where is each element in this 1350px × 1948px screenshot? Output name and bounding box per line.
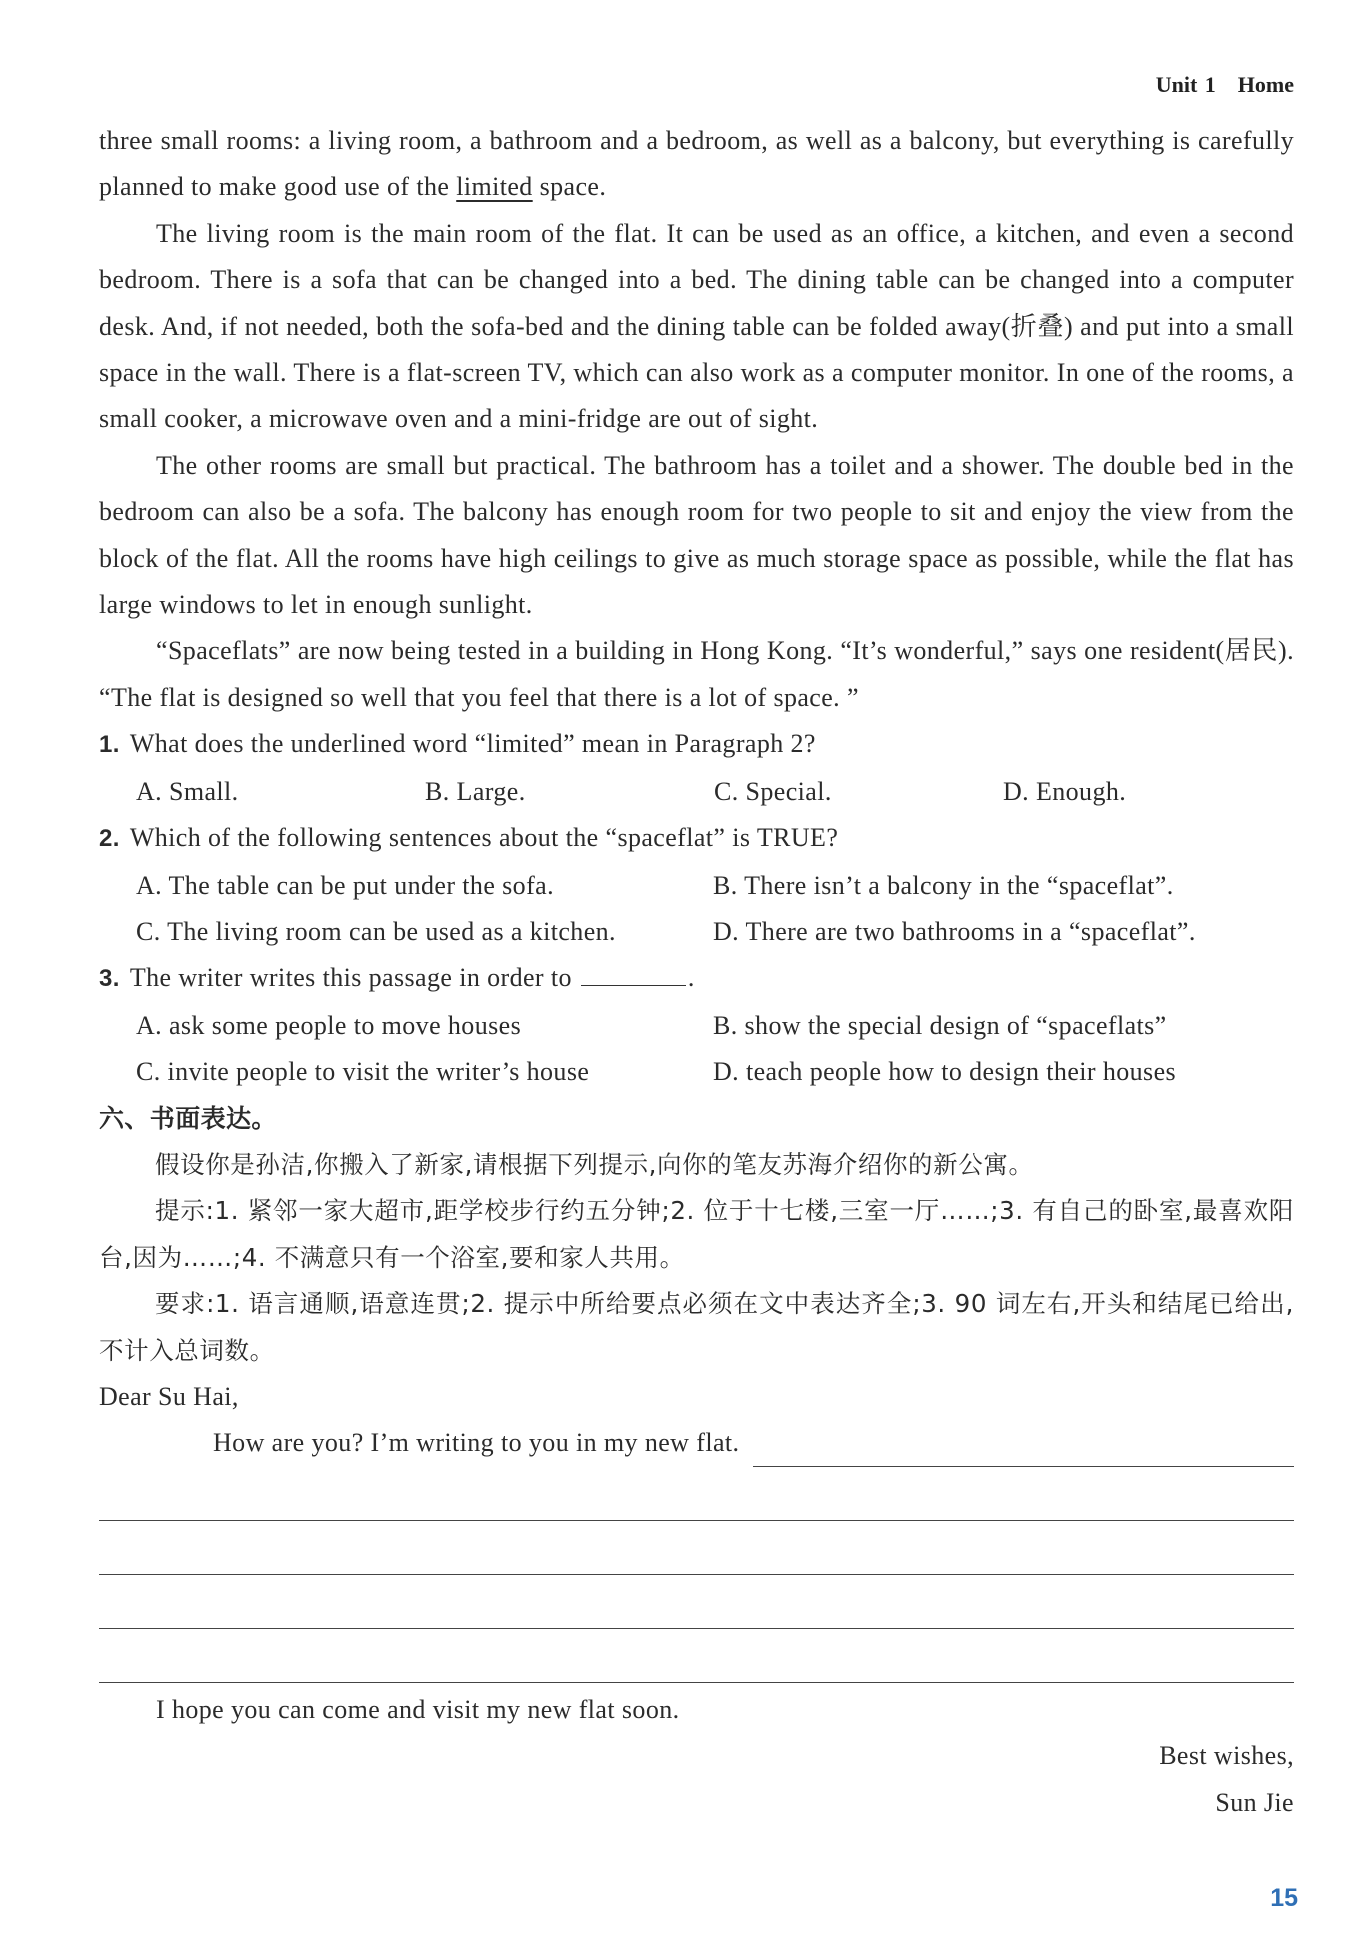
writing-requirements: 要求:1. 语言通顺,语意连贯;2. 提示中所给要点必须在文中表达齐全;3. 90 词左右,开头和结尾已给出,不计入总词数。	[99, 1289, 1294, 1365]
unit-topic: Home	[1237, 72, 1294, 97]
writing-blank-line[interactable]	[99, 1575, 1294, 1629]
option-b[interactable]: B. Large.	[425, 776, 526, 806]
running-header	[1156, 72, 1294, 98]
letter-greeting: Dear Su Hai,	[99, 1381, 239, 1411]
unit-label: Unit 1	[1155, 72, 1216, 97]
option-b[interactable]: B. show the special design of “spaceflats”	[713, 1010, 1167, 1040]
passage-paragraph-1: three small rooms: a living room, a bathroom and a bedroom, as well as a balcony, but everything is carefully planned to make good use of the limited space.	[99, 126, 1294, 202]
letter-signature: Sun Jie	[1215, 1787, 1294, 1817]
writing-hints: 提示:1. 紧邻一家大超市,距学校步行约五分钟;2. 位于十七楼,三室一厅……;3. 有自己的卧室,最喜欢阳台,因为……;4. 不满意只有一个浴室,要和家人共用。	[99, 1196, 1294, 1272]
letter-sign-off: Best wishes,	[1159, 1741, 1294, 1771]
question-3: 3. The writer writes this passage in order to .	[99, 963, 695, 993]
option-c[interactable]: C. invite people to visit the writer’s house	[136, 1057, 590, 1087]
writing-section-title: 六、书面表达。	[99, 1103, 277, 1133]
question-1-options	[99, 769, 1294, 815]
passage-paragraph-4: “Spaceflats” are now being tested in a building in Hong Kong. “It’s wonderful,” says one resident(居民). “The flat is designed so well that you feel that there is a lot of space. ”	[99, 636, 1294, 712]
letter-opening: How are you? I’m writing to you in my new flat.	[213, 1428, 740, 1458]
question-2	[99, 815, 1294, 862]
letter-opening-line	[99, 1420, 1294, 1466]
option-c[interactable]: C. The living room can be used as a kitchen.	[136, 916, 616, 946]
writing-prompt: 假设你是孙洁,你搬入了新家,请根据下列提示,向你的笔友苏海介绍你的新公寓。	[155, 1149, 1034, 1179]
option-a[interactable]: A. ask some people to move houses	[136, 1010, 522, 1040]
underlined-word: limited	[456, 172, 533, 202]
passage-paragraph-3: The other rooms are small but practical. The bathroom has a toilet and a shower. The double bed in the bedroom can also be a sofa. The balcony has enough room for two people to sit and enjoy the view from the block of the flat. All the rooms have high ceilings to give as much storage space as possible, while the flat has large windows to let in enough sunlight.	[99, 450, 1294, 620]
answer-blank[interactable]	[581, 967, 686, 986]
question-stem: Which of the following sentences about the “spaceflat” is TRUE?	[129, 823, 839, 853]
letter-closing-line: I hope you can come and visit my new flat soon.	[156, 1694, 680, 1724]
question-number: 3.	[99, 965, 120, 993]
writing-blank-line[interactable]	[99, 1521, 1294, 1575]
option-d[interactable]: D. Enough.	[1003, 776, 1127, 806]
question-1	[99, 721, 1294, 768]
option-b[interactable]: B. There isn’t a balcony in the “spaceflat”.	[713, 870, 1174, 900]
question-number: 2.	[99, 825, 120, 853]
question-number: 1.	[99, 731, 120, 759]
question-stem: What does the underlined word “limited” mean in Paragraph 2?	[129, 729, 816, 759]
option-c[interactable]: C. Special.	[714, 776, 832, 806]
option-a[interactable]: A. The table can be put under the sofa.	[136, 870, 554, 900]
writing-blank-line[interactable]	[753, 1436, 1294, 1467]
option-d[interactable]: D. teach people how to design their houses	[713, 1057, 1177, 1087]
question-2-options	[99, 863, 1294, 956]
writing-blank-line[interactable]	[99, 1467, 1294, 1521]
option-d[interactable]: D. There are two bathrooms in a “spaceflat”.	[713, 916, 1196, 946]
page-number: 15	[1270, 1884, 1298, 1912]
question-stem: The writer writes this passage in order to	[129, 963, 572, 993]
option-a[interactable]: A. Small.	[136, 776, 239, 806]
question-3-options	[99, 1003, 1294, 1096]
page-content	[99, 118, 1294, 1826]
passage-paragraph-2: The living room is the main room of the flat. It can be used as an office, a kitchen, and even a second bedroom. There is a sofa that can be changed into a bed. The dining table can be changed into a computer desk. And, if not needed, both the sofa-bed and the dining table can be folded away(折叠) and put into a small space in the wall. There is a flat-screen TV, which can also work as a computer monitor. In one of the rooms, a small cooker, a microwave oven and a mini-fridge are out of sight.	[99, 218, 1294, 434]
writing-blank-line[interactable]	[99, 1629, 1294, 1683]
